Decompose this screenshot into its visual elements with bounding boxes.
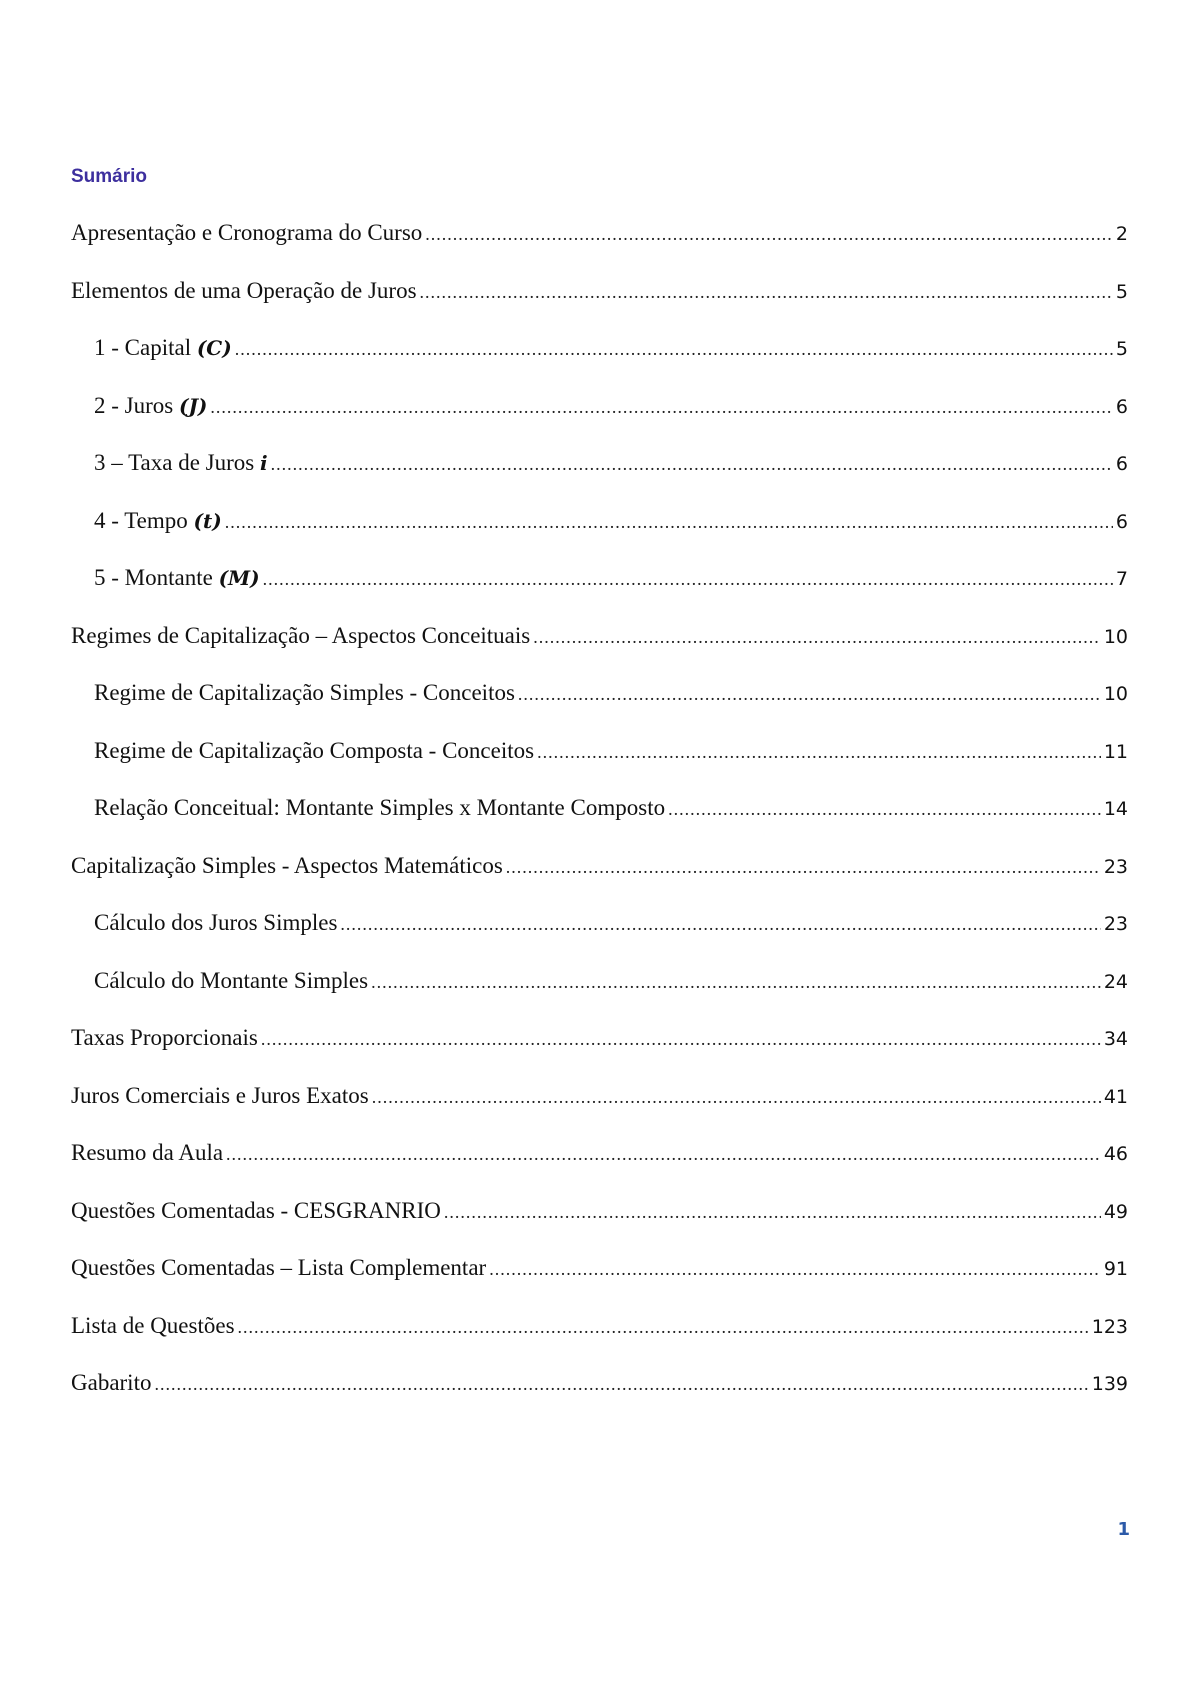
- toc-entry-title: Regime de Capitalização Simples - Conceitos: [94, 680, 515, 705]
- toc-entry-page: 123: [1091, 1315, 1128, 1338]
- toc-entry-title: Capitalização Simples - Aspectos Matemáticos: [71, 852, 503, 878]
- toc-entry-title: Apresentação e Cronograma do Curso: [71, 220, 423, 245]
- page-number: 1: [1117, 1519, 1130, 1540]
- toc-entry-elementos[interactable]: [71, 276, 1128, 334]
- dot-leader: [235, 334, 1113, 364]
- toc-entry-page: 23: [1103, 855, 1128, 878]
- toc-entry-page: 6: [1115, 453, 1128, 475]
- dot-leader: [271, 449, 1113, 479]
- toc-entry-capitalizacao-simples[interactable]: [71, 851, 1128, 909]
- dot-leader: [518, 679, 1101, 709]
- toc-entry-questoes-cesgranrio[interactable]: [71, 1196, 1128, 1254]
- toc-entry-title: Elementos de uma Operação de Juros: [71, 277, 417, 303]
- toc-entry-capital[interactable]: [71, 333, 1128, 391]
- toc-entry-symbol: (C): [196, 336, 232, 360]
- toc-entry-relacao-conceitual[interactable]: [71, 793, 1128, 851]
- toc-entry-title: Regime de Capitalização Composta - Conceitos: [94, 737, 535, 763]
- dot-leader: [420, 277, 1113, 307]
- toc-entry-page: 34: [1103, 1028, 1128, 1050]
- toc-entry-page: 6: [1115, 395, 1128, 418]
- toc-entry-page: 41: [1103, 1085, 1128, 1108]
- toc-entry-symbol: (M): [218, 566, 260, 590]
- dot-leader: [372, 1082, 1101, 1112]
- toc-entry-juros[interactable]: [71, 391, 1128, 449]
- toc-entry-label: 1 - Capital: [94, 335, 197, 360]
- dot-leader: [489, 1254, 1101, 1284]
- dot-leader: [668, 794, 1101, 824]
- toc-entry-page: 91: [1103, 1258, 1128, 1280]
- toc-entry-title: Relação Conceitual: Montante Simples x Montante Composto: [94, 795, 666, 820]
- toc-entry-calculo-montante[interactable]: [71, 966, 1128, 1024]
- dot-leader: [340, 909, 1100, 939]
- dot-leader: [154, 1369, 1088, 1399]
- table-of-contents: [71, 218, 1128, 1426]
- toc-entry-title: [94, 333, 232, 363]
- toc-entry-juros-comerciais[interactable]: [71, 1081, 1128, 1139]
- toc-entry-page: 49: [1103, 1200, 1128, 1223]
- toc-entry-title: [94, 448, 268, 478]
- toc-entry-taxa-de-juros[interactable]: [71, 448, 1128, 506]
- toc-entry-title: Taxas Proporcionais: [71, 1025, 258, 1050]
- dot-leader: [537, 737, 1101, 767]
- toc-entry-label: 2 - Juros: [94, 392, 179, 418]
- toc-entry-title: Questões Comentadas – Lista Complementar: [71, 1255, 487, 1280]
- toc-entry-title: Questões Comentadas - CESGRANRIO: [71, 1197, 441, 1223]
- toc-entry-symbol: (J): [178, 393, 208, 418]
- toc-entry-taxas-proporcionais[interactable]: [71, 1023, 1128, 1081]
- dot-leader: [225, 507, 1113, 537]
- toc-entry-apresentacao[interactable]: [71, 218, 1128, 276]
- toc-entry-montante[interactable]: [71, 563, 1128, 621]
- toc-entry-title: Regimes de Capitalização – Aspectos Conceituais: [71, 622, 531, 648]
- toc-entry-page: 139: [1091, 1373, 1128, 1395]
- toc-entry-questoes-complementar[interactable]: [71, 1253, 1128, 1311]
- toc-entry-page: 11: [1103, 740, 1128, 763]
- toc-entry-regime-simples[interactable]: [71, 678, 1128, 736]
- toc-entry-title: Resumo da Aula: [71, 1140, 224, 1165]
- dot-leader: [226, 1139, 1101, 1169]
- toc-entry-page: 5: [1115, 338, 1128, 360]
- toc-entry-page: 24: [1103, 970, 1128, 993]
- toc-entry-page: 10: [1103, 683, 1128, 705]
- toc-entry-page: 10: [1103, 625, 1128, 648]
- toc-entry-page: 2: [1115, 223, 1128, 245]
- toc-entry-symbol: i: [259, 451, 268, 475]
- dot-leader: [261, 1024, 1101, 1054]
- toc-entry-title: [94, 391, 207, 421]
- toc-entry-title: Cálculo dos Juros Simples: [94, 910, 338, 935]
- dot-leader: [533, 622, 1101, 652]
- toc-entry-calculo-juros[interactable]: [71, 908, 1128, 966]
- dot-leader: [263, 564, 1113, 594]
- dot-leader: [506, 852, 1101, 882]
- toc-entry-page: 5: [1115, 280, 1128, 303]
- toc-entry-page: 46: [1103, 1143, 1128, 1165]
- toc-entry-title: [94, 506, 222, 536]
- toc-entry-title: Gabarito: [71, 1370, 152, 1395]
- toc-entry-tempo[interactable]: [71, 506, 1128, 564]
- toc-entry-label: 3 – Taxa de Juros: [94, 450, 260, 475]
- dot-leader: [238, 1312, 1089, 1342]
- toc-heading: Sumário: [71, 166, 148, 187]
- toc-entry-title: Juros Comerciais e Juros Exatos: [71, 1082, 369, 1108]
- toc-entry-label: 4 - Tempo: [94, 507, 194, 533]
- toc-entry-regimes[interactable]: [71, 621, 1128, 679]
- dot-leader: [425, 219, 1113, 249]
- toc-entry-lista-questoes[interactable]: [71, 1311, 1128, 1369]
- dot-leader: [210, 392, 1113, 422]
- toc-entry-regime-composta[interactable]: [71, 736, 1128, 794]
- toc-entry-resumo[interactable]: [71, 1138, 1128, 1196]
- toc-entry-page: 7: [1115, 568, 1128, 590]
- toc-entry-page: 6: [1115, 510, 1128, 533]
- toc-entry-label: 5 - Montante: [94, 565, 219, 590]
- dot-leader: [444, 1197, 1101, 1227]
- toc-entry-title: [94, 563, 260, 593]
- toc-entry-title: Lista de Questões: [71, 1312, 235, 1338]
- dot-leader: [371, 967, 1101, 997]
- toc-entry-symbol: (t): [193, 508, 222, 533]
- toc-entry-title: Cálculo do Montante Simples: [94, 967, 369, 993]
- toc-entry-page: 23: [1103, 913, 1128, 935]
- toc-entry-page: 14: [1103, 798, 1128, 820]
- toc-entry-gabarito[interactable]: [71, 1368, 1128, 1426]
